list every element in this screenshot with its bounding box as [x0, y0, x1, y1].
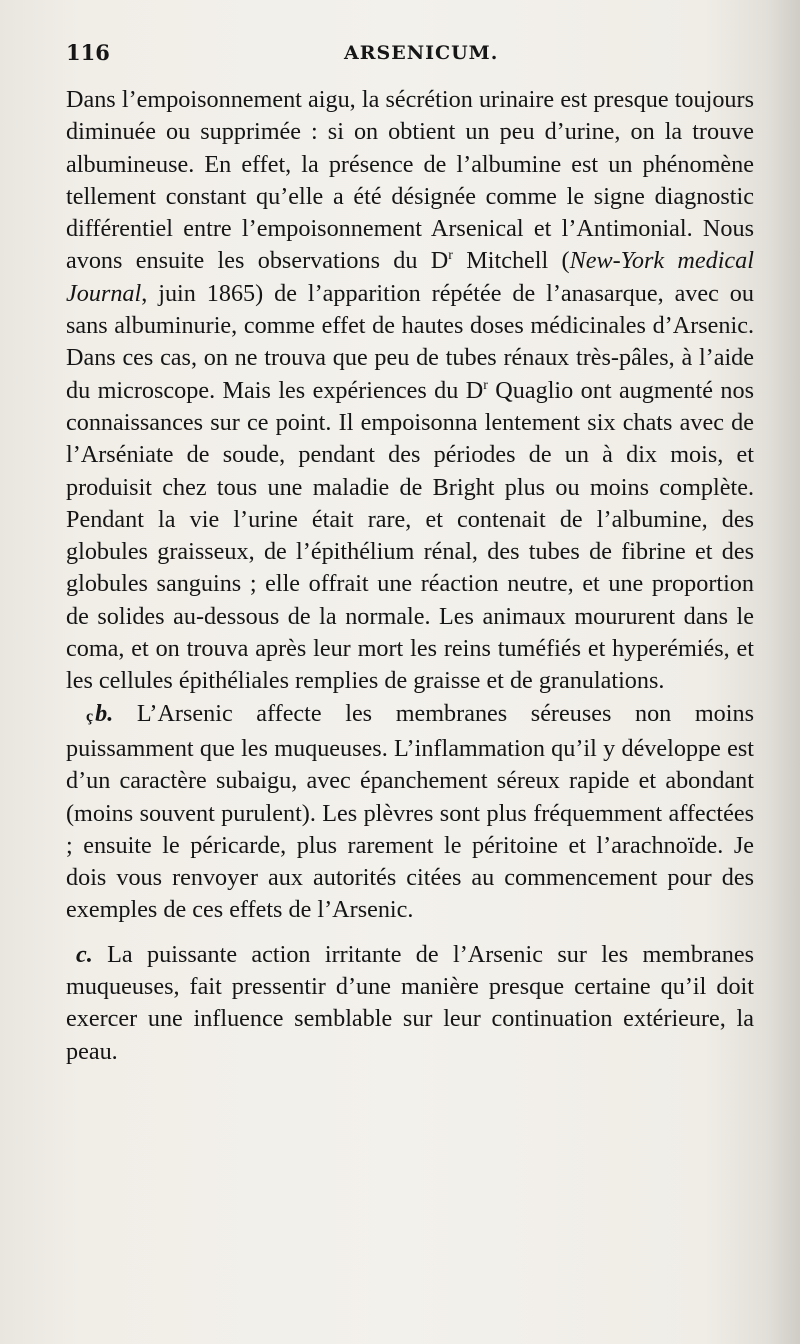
paragraph-c-text: La puissante action irritante de l’Arsenic sur les membranes muqueuses, fait pressentir d’une manière presque certaine qu’il doit exercer une influence semblable sur leur continuation extérieure, la peau. — [66, 940, 754, 1065]
text-segment: , juin 1865) de l’apparition répétée de l’anasarque, avec ou sans albuminurie, comme effet de hautes doses médicinales d’Arsenic. Dans ces cas, on ne trouva que peu de tubes rénaux très-pâles, à l’aide du microscope. Mais les expériences du D — [66, 279, 754, 404]
body-text — [66, 84, 754, 1068]
page-header — [66, 40, 740, 68]
journal-citation: New-York medical Journal — [66, 247, 754, 307]
page-number: 116 — [66, 40, 110, 65]
section-letter-b: b. — [95, 699, 114, 727]
margin-mark: ç — [86, 707, 94, 725]
superscript: r — [483, 377, 488, 393]
section-letter-c: c. — [76, 940, 93, 968]
paragraph-b — [66, 698, 754, 927]
paragraph-kidney — [66, 84, 754, 698]
text-segment: Quaglio ont augmenté nos connaissances sur ce point. Il empoisonna lentement six chats avec de l’Arséniate de soude, pendant des périodes de un à dix mois, et produisit chez tous une maladie de Bright plus ou moins complète. Pendant la vie l’urine était rare, et contenait de l’albumine, des globules graisseux, de l’épithélium rénal, des tubes de fibrine et des globules sanguins ; elle offrait une réaction neutre, et une proportion de solides au-dessous de la normale. Les animaux moururent dans le coma, et on trouva après leur mort les reins tuméfiés et hyperémiés, et les cellules épithéliales remplies de graisse et de granulations. — [66, 376, 754, 695]
paragraph-c — [66, 939, 754, 1068]
paragraph-b-text: L’Arsenic affecte les membranes séreuses non moins puissamment que les muqueuses. L’inflammation qu’il y développe est d’un caractère subaigu, avec épanchement séreux rapide et abondant (moins souvent purulent). Les plèvres sont plus fréquemment affectées ; ensuite le péricarde, plus rarement le péritoine et l’arachnoïde. Je dois vous renvoyer aux autorités citées au commencement pour des exemples de ces effets de l’Arsenic. — [66, 699, 754, 924]
text-segment: Mitchell ( — [452, 247, 570, 275]
text-segment: Dans l’empoisonnement aigu, la sécrétion urinaire est presque toujours diminuée ou supprimée : si on obtient un peu d’urine, on la trouve albumineuse. En effet, la présence de l’albumine est un phénomène tellement constant qu’elle a été désignée comme le signe diagnostic différentiel entre l’empoisonnement Arsenical et l’Antimonial. Nous avons ensuite les observations du D — [66, 86, 754, 275]
superscript: r — [448, 248, 453, 264]
running-head: ARSENICUM. — [344, 42, 499, 64]
